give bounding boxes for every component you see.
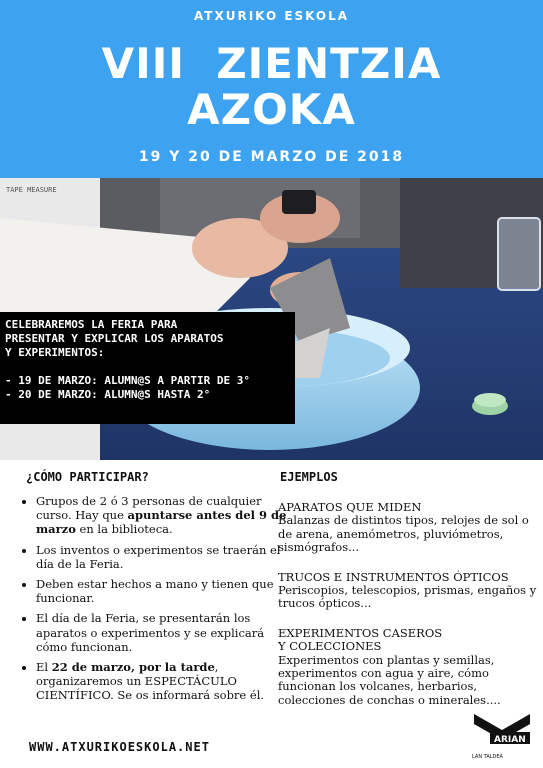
announcement-day2: - 20 DE MARZO: ALUMN@S HASTA 2° — [5, 388, 211, 401]
logo-word: ARIAN — [494, 735, 526, 745]
step-5: • El 22 de marzo, por la tarde, organizaremos un ESPECTÁCULO CIENTÍFICO. Se os informará sobre él. — [36, 660, 288, 703]
examples-list — [278, 501, 540, 723]
example-measuring — [278, 501, 540, 555]
example-text: Periscopios, telescopios, prismas, engaños y trucos ópticos... — [278, 583, 537, 611]
announcement-day1: - 19 DE MARZO: ALUMN@S A PARTIR DE 3° — [5, 374, 251, 387]
school-name: ATXURIKO ESKOLA — [193, 9, 350, 23]
participate-heading: ¿CÓMO PARTICIPAR? — [26, 470, 149, 484]
school-website-link[interactable]: WWW.ATXURIKOESKOLA.NET — [29, 740, 210, 754]
step-2: • Los inventos o experimentos se traerán el día de la Feria. — [36, 543, 288, 571]
example-home-experiments — [278, 627, 540, 707]
example-text: Experimentos con plantas y semillas, experimentos con agua y aire, cómo funcionan los volcanes, herbarios, colecciones de conchas o minerales.... — [278, 652, 501, 707]
fair-dates: 19 Y 20 DE MARZO DE 2018 — [138, 149, 405, 165]
step-4: • El día de la Feria, se presentarán los aparatos o experimentos y se explicará cómo funcionan. — [36, 611, 288, 654]
step-3: • Deben estar hechos a mano y tienen que funcionar. — [36, 577, 288, 605]
example-optical — [278, 571, 540, 611]
participation-steps — [16, 494, 288, 709]
announcement-line-1: CELEBRAREMOS LA FERIA PARA — [5, 318, 178, 331]
fair-title-line2: AZOKA — [187, 85, 356, 134]
example-title: TRUCOS E INSTRUMENTOS ÓPTICOS — [278, 569, 509, 584]
announcement-line-2: PRESENTAR Y EXPLICAR LOS APARATOS — [5, 332, 224, 345]
paper-text-1: TAPE MEASURE — [6, 186, 57, 194]
step-1: • Grupos de 2 ó 3 personas de cualquier curso. Hay que apuntarse antes del 9 de marzo en la biblioteca. — [36, 494, 288, 537]
examples-heading: EJEMPLOS — [280, 470, 338, 484]
example-title: EXPERIMENTOS CASEROS Y COLECCIONES — [278, 625, 443, 654]
example-text: Balanzas de distintos tipos, relojes de sol o de arena, anemómetros, pluviómetros, sismógrafos... — [278, 513, 529, 555]
logo-sub: LAN TALDEA — [472, 754, 503, 760]
fair-title-line1: VIII ZIENTZIA — [101, 39, 442, 88]
announcement-line-3: Y EXPERIMENTOS: — [5, 346, 105, 359]
announcement-box — [0, 312, 295, 424]
example-title: APARATOS QUE MIDEN — [278, 500, 422, 514]
header-banner — [0, 0, 543, 178]
signup-deadline: apuntarse antes del 9 de marzo — [36, 508, 287, 537]
show-date: 22 de marzo, por la tarde — [51, 660, 215, 675]
arian-logo — [470, 708, 534, 762]
